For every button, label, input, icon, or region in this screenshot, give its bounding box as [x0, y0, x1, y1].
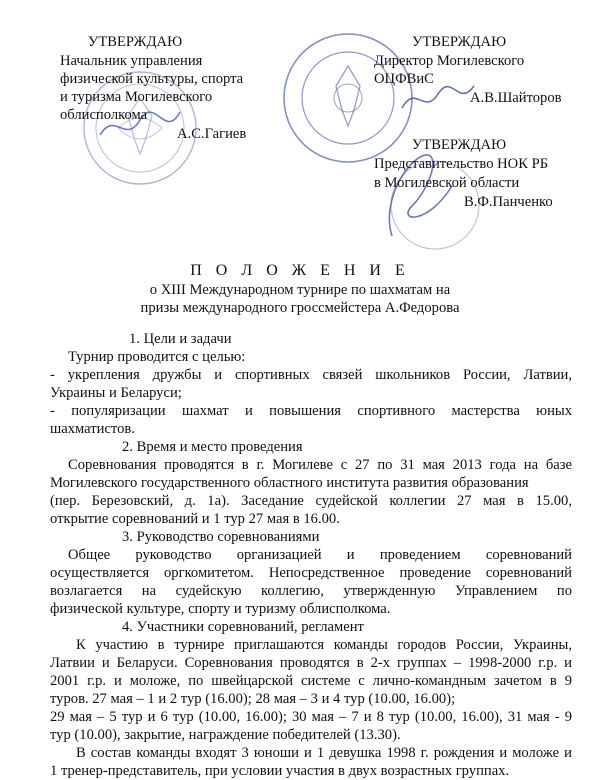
approval-right-top-heading: УТВЕРЖДАЮ	[412, 34, 507, 50]
section-4-heading: 4. Участники соревнований, регламент	[122, 619, 364, 635]
approval-right-top-line: ОЦФВиС	[374, 71, 434, 87]
section-4-text: 1 тренер-представитель, при условии участия в двух возрастных группах.	[50, 763, 510, 779]
approval-right-bottom-heading: УТВЕРЖДАЮ	[412, 137, 507, 153]
approval-right-bottom-signer: В.Ф.Панченко	[464, 194, 553, 210]
section-1-text: - укрепления дружбы и спортивных связей школьников России, Латвии,	[50, 367, 572, 383]
approval-right-top-line: Директор Могилевского	[374, 53, 525, 69]
document-subtitle-2: призы международного гроссмейстера А.Федорова	[140, 300, 460, 316]
section-4-text: тур (10.00), закрытие, награждение победителей (13.30).	[50, 727, 401, 743]
document-subtitle-1: о XIII Международном турнире по шахматам на	[149, 282, 451, 298]
approval-left-line: Начальник управления	[60, 53, 203, 69]
section-4-text: К участию в турнире приглашаются команды городов России, Украины,	[76, 637, 572, 653]
section-3-text: физической культуре, спорту и туризму облисполкома.	[50, 601, 391, 617]
section-3-text: возлагается на судейскую коллегию, утвержденную Управлением по	[50, 583, 572, 599]
section-3-heading: 3. Руководство соревнованиями	[122, 529, 320, 545]
section-1-text: Турнир проводится с целью:	[68, 349, 246, 365]
approval-left-heading: УТВЕРЖДАЮ	[88, 34, 183, 50]
approval-left-line: физической культуры, спорта	[60, 71, 244, 87]
section-2-text: (пер. Березовский, д. 1а). Заседание судейской коллегии 27 мая в 15.00,	[50, 493, 572, 509]
approval-left-line: и туризма Могилевского	[60, 89, 213, 105]
section-1-text: Украины и Беларуси;	[50, 385, 182, 401]
approval-right-bottom-line: в Могилевской области	[374, 175, 520, 191]
section-2-text: открытие соревнований и 1 тур 27 мая в 16.00.	[50, 511, 340, 527]
approval-left-line: облисполкома	[60, 107, 148, 123]
section-2-heading: 2. Время и место проведения	[122, 439, 303, 455]
approval-right-bottom-line: Представительство НОК РБ	[374, 156, 549, 172]
section-4-text: Латвии и Беларуси. Соревнования проводятся в 2-х группах – 1998-2000 г.р. и	[50, 655, 572, 671]
section-4-text: туров. 27 мая – 1 и 2 тур (16.00); 28 мая – 3 и 4 тур (10.00, 16.00);	[50, 691, 456, 707]
section-3-text: осуществляется оргкомитетом. Непосредственное проведение соревнований	[50, 565, 572, 581]
section-1-text: шахматистов.	[50, 421, 135, 437]
section-2-text: Могилевского государственного областного института развития образования	[50, 475, 529, 491]
section-1-heading: 1. Цели и задачи	[129, 331, 232, 347]
approval-left-signer: А.С.Гагиев	[177, 126, 247, 142]
document-title: П О Л О Ж Е Н И Е	[190, 262, 410, 279]
section-4-text: 29 мая – 5 тур и 6 тур (10.00, 16.00); 30 мая – 7 и 8 тур (10.00, 16.00), 31 мая - 9	[50, 709, 572, 725]
section-1-text: - популяризации шахмат и повышения спортивного мастерства юных	[50, 403, 572, 419]
approval-right-top-signer: А.В.Шайторов	[470, 90, 562, 106]
section-3-text: Общее руководство организацией и проведением соревнований	[68, 547, 572, 563]
section-2-text: Соревнования проводятся в г. Могилеве с 27 по 31 мая 2013 года на базе	[68, 457, 572, 473]
section-4-text: 2001 г.р. и моложе, по швейцарской системе с лично-командным зачетом в 9	[50, 673, 572, 689]
section-4-text: В состав команды входят 3 юноши и 1 девушка 1998 г. рождения и моложе и	[76, 745, 572, 761]
